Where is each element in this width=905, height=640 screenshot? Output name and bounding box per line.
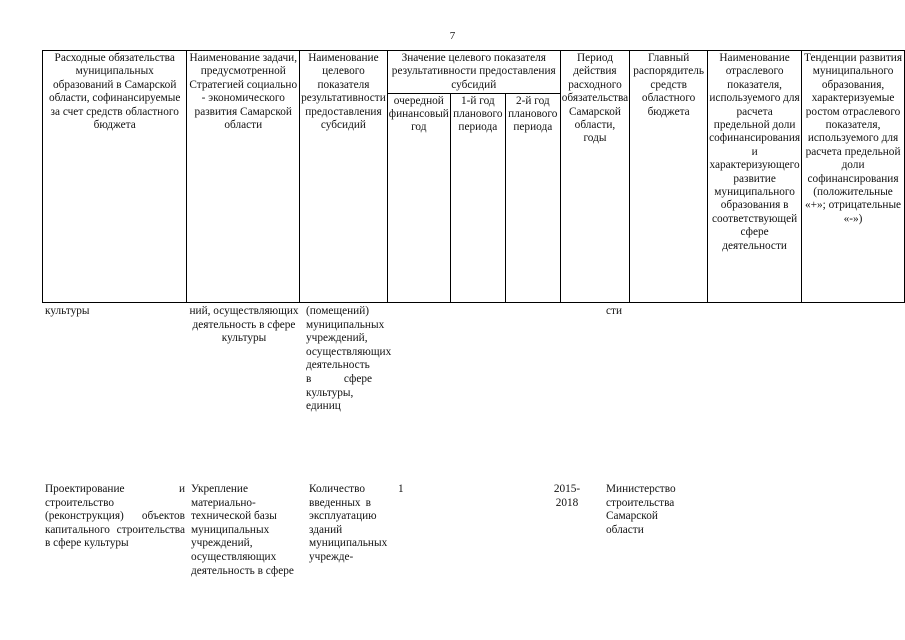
header-col-sector-indicator: Наименование отраслевого показателя, используемого для расчета предельной доли софинансирования и характеризующего развитие муниципального образования в соответствующей сфере деятельности bbox=[708, 51, 802, 303]
header-col-obligations: Расходные обязательства муниципальных образований в Самарской области, софинансируемые за счет средств областного бюджета bbox=[43, 51, 187, 303]
page-number: 7 bbox=[449, 30, 456, 42]
header-col-target-value: Значение целевого показателя результативности предоставления субсидий bbox=[387, 51, 560, 94]
header-col-indicator: Наименование целевого показателя результативности предоставления субсидий bbox=[300, 51, 388, 303]
continued-col6: сти bbox=[606, 305, 622, 317]
continued-col2: ний, осуществляющих деятельность в сфере культуры bbox=[189, 305, 299, 345]
row-col6: Министерство строительства Самарской области bbox=[606, 483, 676, 536]
header-col-trends: Тенденции развития муниципального образования, характеризуемые ростом отраслевого показателя, используемого для расчета предельной доли софинансирования (положительные «+»; отрицательные «-») bbox=[802, 51, 905, 303]
header-col-current-year: очередной финансовый год bbox=[387, 93, 450, 302]
row-col4a: 1 bbox=[398, 483, 404, 495]
header-col-period: Период действия расходного обязательства Самарской области, годы bbox=[560, 51, 629, 303]
row-col1: Проектирование и строительство (реконструкция) объектов капитального строительства в сфере культуры bbox=[45, 483, 185, 550]
continued-col3: (помещений) муниципальных учреждений, осуществляющих деятельность в сфере культуры, единиц bbox=[306, 305, 392, 413]
table-header bbox=[42, 50, 905, 303]
row-col3: Количество введенных в эксплуатацию зданий муниципальных учрежде- bbox=[309, 483, 388, 563]
header-col-task: Наименование задачи, предусмотренной Стратегией социально - экономического развития Самарской области bbox=[187, 51, 300, 303]
continued-col1: культуры bbox=[45, 305, 90, 317]
header-col-manager: Главный распорядитель средств областного бюджета bbox=[630, 51, 708, 303]
header-col-plan-year-1: 1-й год планового периода bbox=[450, 93, 505, 302]
row-col5: 2015-2018 bbox=[553, 483, 581, 509]
row-col2: Укрепление материально-технической базы муниципальных учреждений, осуществляющих деятельность в сфере bbox=[191, 483, 294, 577]
header-col-plan-year-2: 2-й год планового периода bbox=[505, 93, 560, 302]
